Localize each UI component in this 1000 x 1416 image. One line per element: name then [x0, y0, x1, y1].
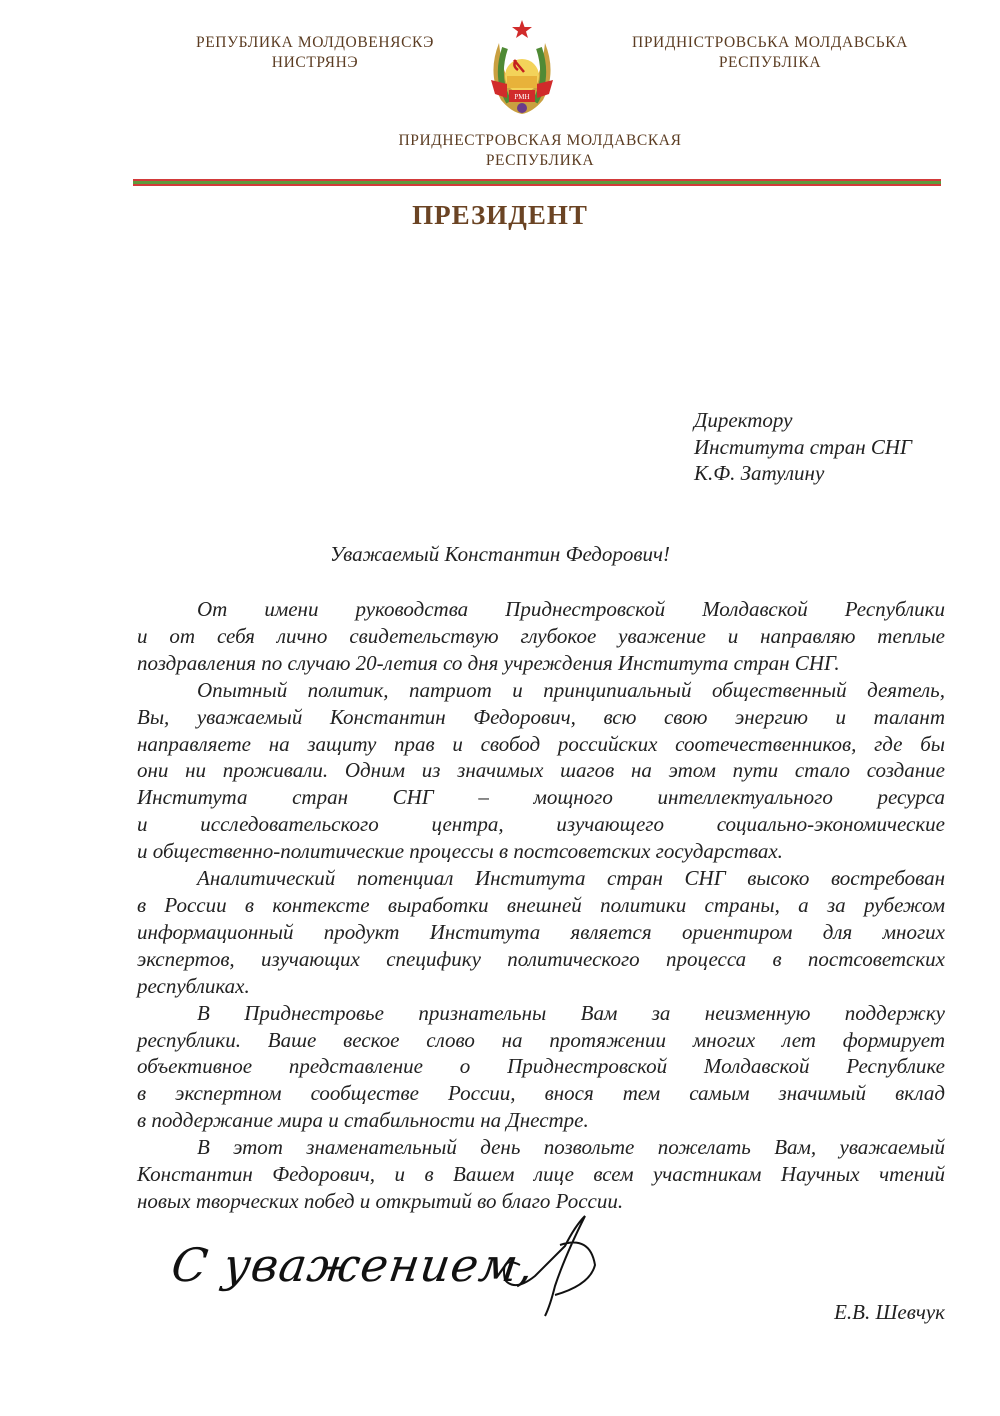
paragraph-line: республики. Ваше веское слово на протяжении многих лет формирует	[137, 1027, 945, 1052]
paragraph-line: в поддержание мира и стабильности на Днестре.	[137, 1108, 589, 1133]
letterhead-line: ПРИДНІСТРОВСЬКА МОЛДАВСЬКА	[632, 34, 908, 51]
letterhead-line: РЕСПУБЛІКА	[718, 54, 822, 71]
flag-stripe-divider	[133, 179, 941, 186]
paragraph-line: и общественно-политические процессы в постсоветских государствах.	[137, 839, 783, 864]
paragraph-line: они ни проживали. Одним из значимых шагов на этом пути стало создание	[137, 758, 945, 783]
letterhead-moldovan	[170, 33, 460, 73]
paragraph-line: и исследовательского центра, изучающего социально-экономические	[137, 812, 945, 837]
addressee-line: К.Ф. Затулину	[694, 461, 825, 485]
letterhead-line: РЕПУБЛИКА МОЛДОВЕНЯСКЭ	[195, 34, 434, 51]
letterhead-line: РЕСПУБЛИКА	[485, 152, 595, 169]
paragraph-line: Аналитический потенциал Института стран СНГ высоко востребован	[197, 866, 945, 891]
addressee-line: Института стран СНГ	[694, 434, 912, 459]
letterhead-russian	[340, 131, 740, 171]
paragraph-line: объективное представление о Приднестровской Молдавской Республике	[137, 1054, 945, 1079]
paragraph-line: Опытный политик, патриот и принципиальный общественный деятель,	[197, 677, 945, 702]
paragraph-line: новых творческих побед и открытий во благо России.	[137, 1188, 624, 1213]
paragraph-line: В Приднестровье признательны Вам за неизменную поддержку	[197, 1000, 945, 1025]
handwritten-closing: С уважением,	[168, 1238, 538, 1292]
signatory-name: Е.В. Шевчук	[834, 1300, 945, 1324]
emblem-ribbon-text: РМН	[514, 93, 530, 101]
handwritten-signature-icon	[480, 1215, 640, 1325]
paragraph-line: Института стран СНГ – мощного интеллектуального ресурса	[137, 785, 945, 810]
paragraph-line: поздравления по случаю 20-летия со дня учреждения Института стран СНГ.	[137, 650, 840, 675]
letterhead-line: НИСТРЯНЭ	[271, 54, 359, 71]
paragraph-line: республиках.	[137, 973, 250, 998]
paragraph-line: экспертов, изучающих специфику политического процесса в постсоветских	[137, 946, 945, 971]
paragraph-line: направляете на защиту прав и свобод российских соотечественников, где бы	[137, 731, 945, 756]
handwritten-signature	[480, 1215, 640, 1330]
state-emblem-icon	[485, 18, 559, 116]
greeting: Уважаемый Константин Федорович!	[329, 542, 671, 566]
letterhead-title: ПРЕЗИДЕНТ	[412, 200, 588, 230]
letter-body	[137, 596, 945, 1215]
paragraph-line: в экспертном сообществе России, внося тем самым значимый вклад	[137, 1081, 945, 1106]
letterhead-ukrainian	[620, 33, 920, 73]
paragraph-line: информационный продукт Института является ориентиром для многих	[137, 919, 945, 944]
paragraph-line: и от себя лично свидетельствую глубокое уважение и направляю теплые	[137, 623, 945, 648]
addressee-line: Директору	[694, 408, 793, 432]
paragraph-line: От имени руководства Приднестровской Молдавской Республики	[197, 597, 945, 621]
addressee-block	[694, 407, 912, 487]
paragraph-line: Вы, уважаемый Константин Федорович, всю свою энергию и талант	[137, 704, 945, 729]
paragraph-line: В этот знаменательный день позвольте пожелать Вам, уважаемый	[197, 1135, 945, 1160]
letterhead-line: ПРИДНЕСТРОВСКАЯ МОЛДАВСКАЯ	[398, 132, 682, 149]
paragraph-line: Константин Федорович, и в Вашем лице всем участникам Научных чтений	[137, 1162, 945, 1187]
paragraph-line: в России в контексте выработки внешней политики страны, а за рубежом	[137, 892, 945, 917]
